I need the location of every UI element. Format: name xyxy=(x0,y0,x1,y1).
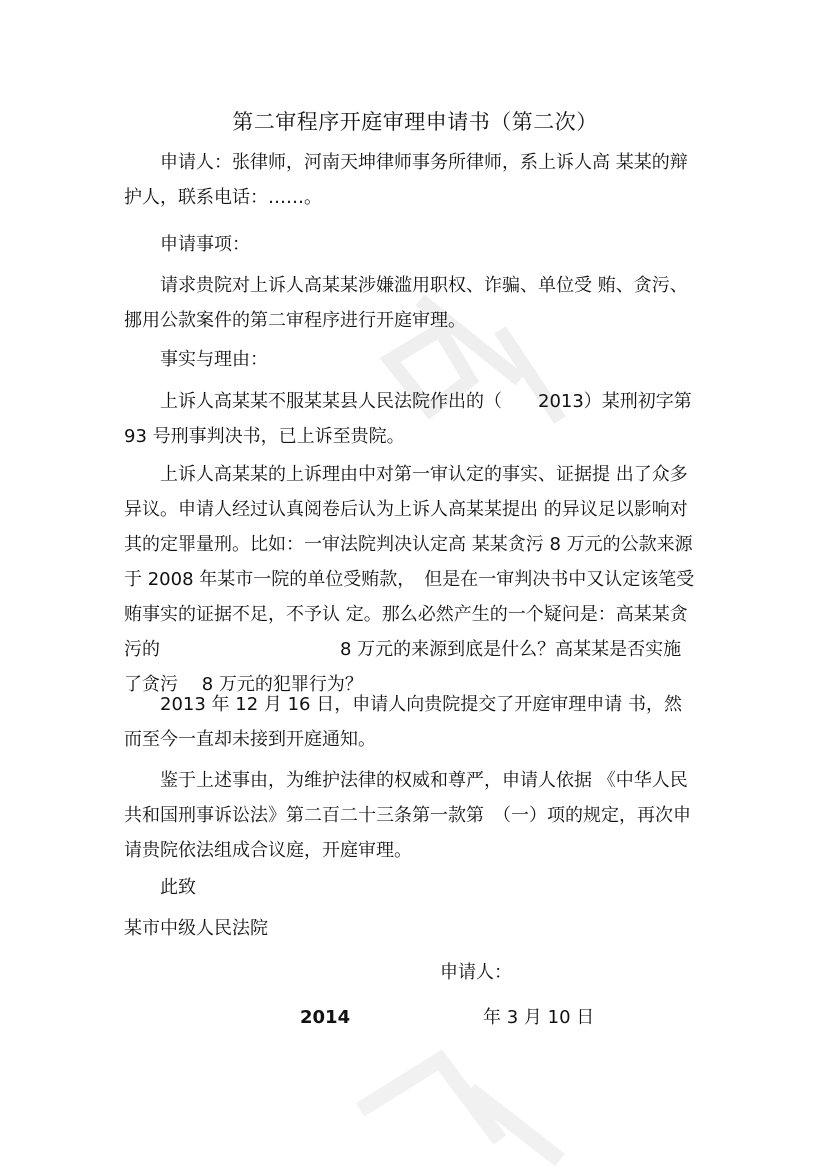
matters-paragraph: 请求贵院对上诉人高某某涉嫌滥用职权、诈骗、单位受 贿、贪污、挪用公款案件的第二审程序进行开庭审理。 xyxy=(124,275,688,331)
matters-heading: 申请事项： xyxy=(160,234,250,255)
facts-paragraph-1: 上诉人高某某不服某某县人民法院作出的（ 2013）某刑初字第 93 号刑事判决书，已上诉至贵院。 xyxy=(124,391,692,447)
facts-heading: 事实与理由： xyxy=(160,349,268,370)
closing-phrase: 此致 xyxy=(160,877,196,898)
applicant-paragraph: 申请人：张律师，河南天坤律师事务所律师，系上诉人高 某某的辩护人，联系电话：……。 xyxy=(124,152,688,208)
date-month-day: 年 3 月 10 日 xyxy=(483,1007,595,1028)
facts-paragraph-4: 鉴于上述事由，为维护法律的权威和尊严，申请人依据 《中华人民共和国刑事诉讼法》第二百二十三条第一款第 （一）项的规定，再次申请贵院依法组成合议庭，开庭审理。 xyxy=(124,770,691,861)
facts-paragraph-2: 上诉人高某某的上诉理由中对第一审认定的事实、证据提 出了众多异议。申请人经过认真阅卷后认为上诉人高某某提出 的异议足以影响对其的定罪量刑。比如：一审法院判决认定高 某某贪污 8 万元的公款来源于 2008 年某市一院的单位受贿款， 但是在一审判决书中又认定该笔受贿事实的证据不足，不予认 定。那么必然产生的一个疑问是：高某某贪污的 8 万元的来源到底是什么？高某某是否实施了贪污 8 万元的犯罪行为？ xyxy=(124,464,695,695)
facts-paragraph-3: 2013 年 12 月 16 日，申请人向贵院提交了开庭审理申请 书，然而至今一直却未接到开庭通知。 xyxy=(124,694,682,750)
page-title: 第二审程序开庭审理申请书（第二次） xyxy=(232,110,598,134)
date-year: 2014 xyxy=(300,1007,351,1028)
court-name: 某市中级人民法院 xyxy=(124,918,268,939)
signature-label: 申请人： xyxy=(440,962,512,983)
